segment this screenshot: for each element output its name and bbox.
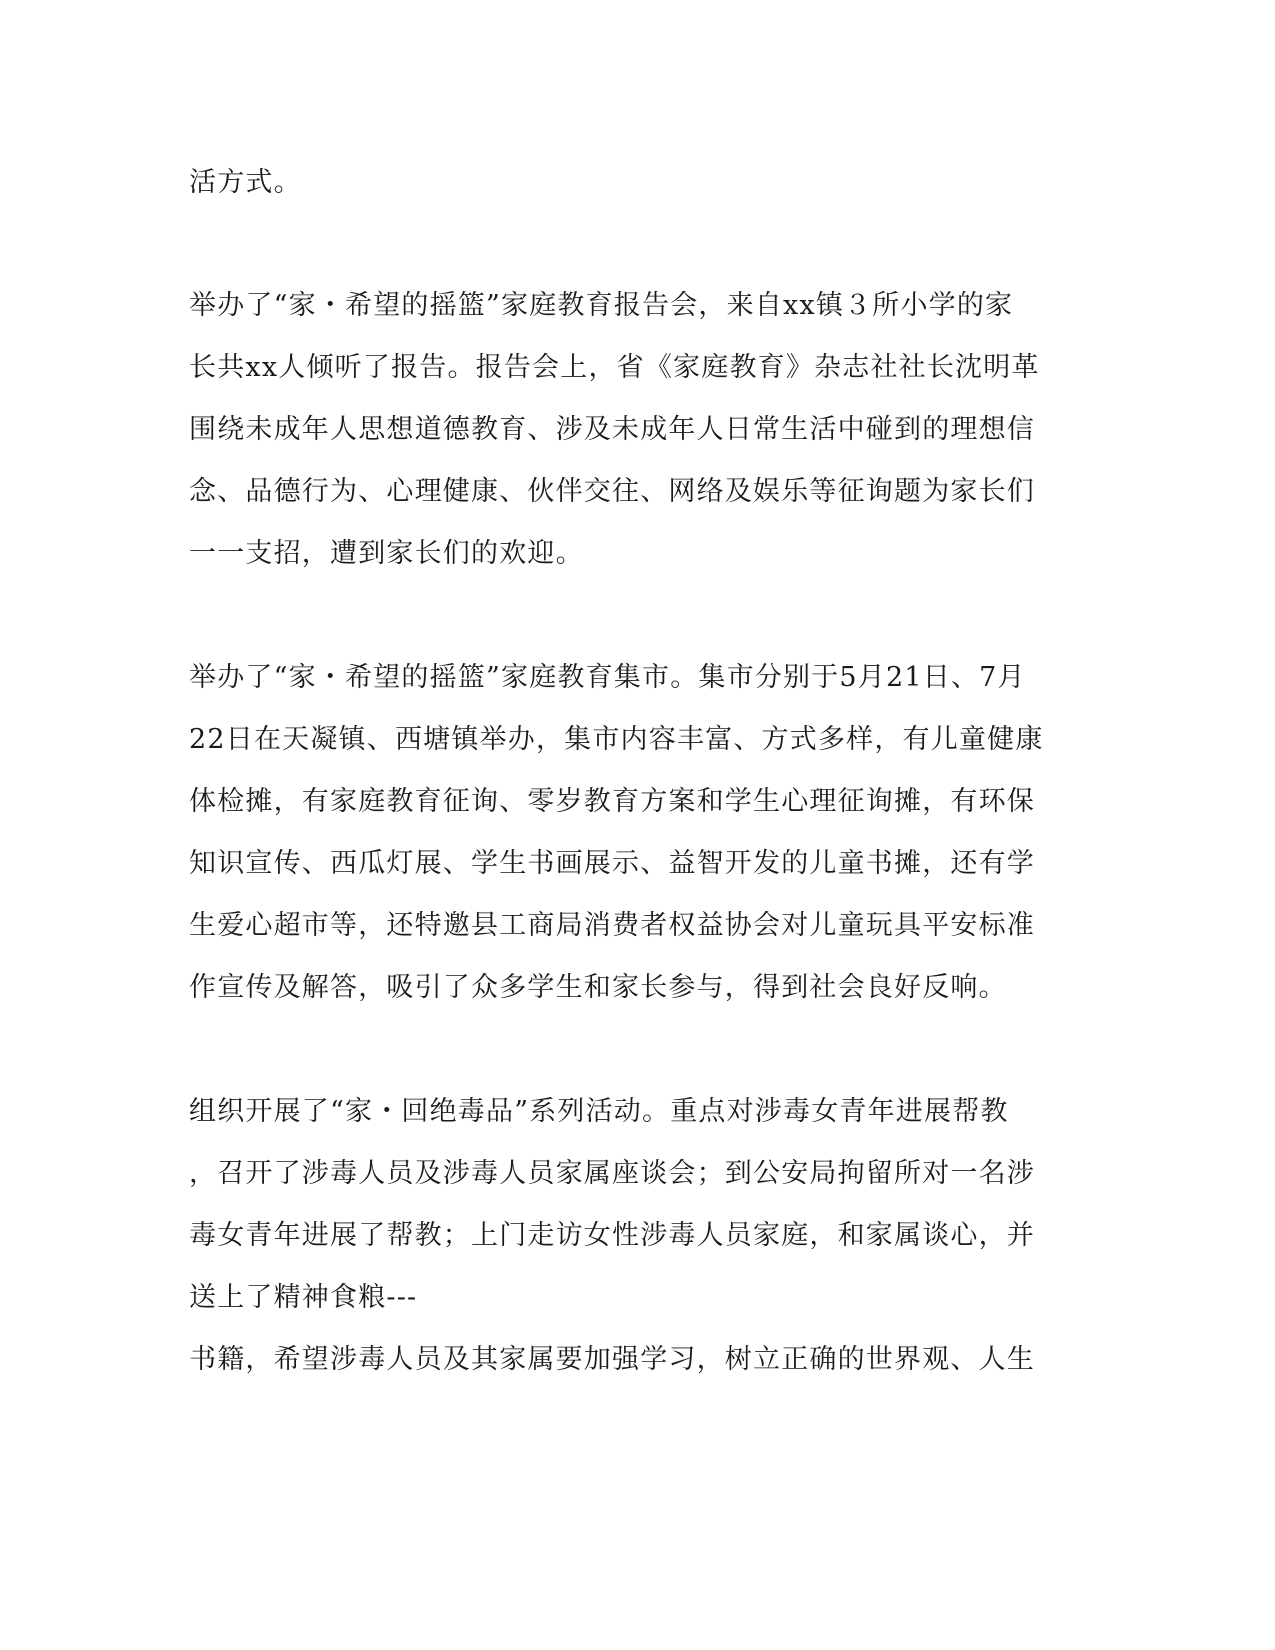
text-line-15: 毒女青年进展了帮教；上门走访女性涉毒人员家庭，和家属谈心，并 [189,1220,1035,1251]
text-line-11: 生爱心超市等，还特邀县工商局消费者权益协会对儿童玩具平安标准 [189,910,1035,941]
text-line-13: 组织开展了“家・回绝毒品”系列活动。重点对涉毒女青年进展帮教 [189,1096,1009,1127]
text-line-4: 围绕未成年人思想道德教育、涉及未成年人日常生活中碰到的理想信 [189,414,1035,445]
text-line-17: 书籍，希望涉毒人员及其家属要加强学习，树立正确的世界观、人生 [189,1344,1035,1375]
text-line-14: ，召开了涉毒人员及涉毒人员家属座谈会；到公安局拘留所对一名涉 [189,1158,1035,1189]
text-line-8: 22日在天凝镇、西塘镇举办，集市内容丰富、方式多样，有儿童健康 [189,724,1044,755]
text-line-10: 知识宣传、西瓜灯展、学生书画展示、益智开发的儿童书摊，还有学 [189,848,1035,879]
text-line-6: 一一支招，遭到家长们的欢迎。 [189,538,584,569]
text-line-1: 活方式。 [189,167,302,198]
text-line-12: 作宣传及解答，吸引了众多学生和家长参与，得到社会良好反响。 [189,972,1007,1003]
text-line-3: 长共xx人倾听了报告。报告会上，省《家庭教育》杂志社社长沈明革 [189,352,1040,383]
text-line-9: 体检摊，有家庭教育征询、零岁教育方案和学生心理征询摊，有环保 [189,786,1035,817]
text-line-2: 举办了“家・希望的摇篮”家庭教育报告会，来自xx镇３所小学的家 [189,290,1014,321]
text-line-7: 举办了“家・希望的摇篮”家庭教育集市。集市分别于5月21日、7月 [189,662,1026,693]
text-line-16: 送上了精神食粮--- [189,1282,418,1313]
text-line-5: 念、品德行为、心理健康、伙伴交往、网络及娱乐等征询题为家长们 [189,476,1035,507]
